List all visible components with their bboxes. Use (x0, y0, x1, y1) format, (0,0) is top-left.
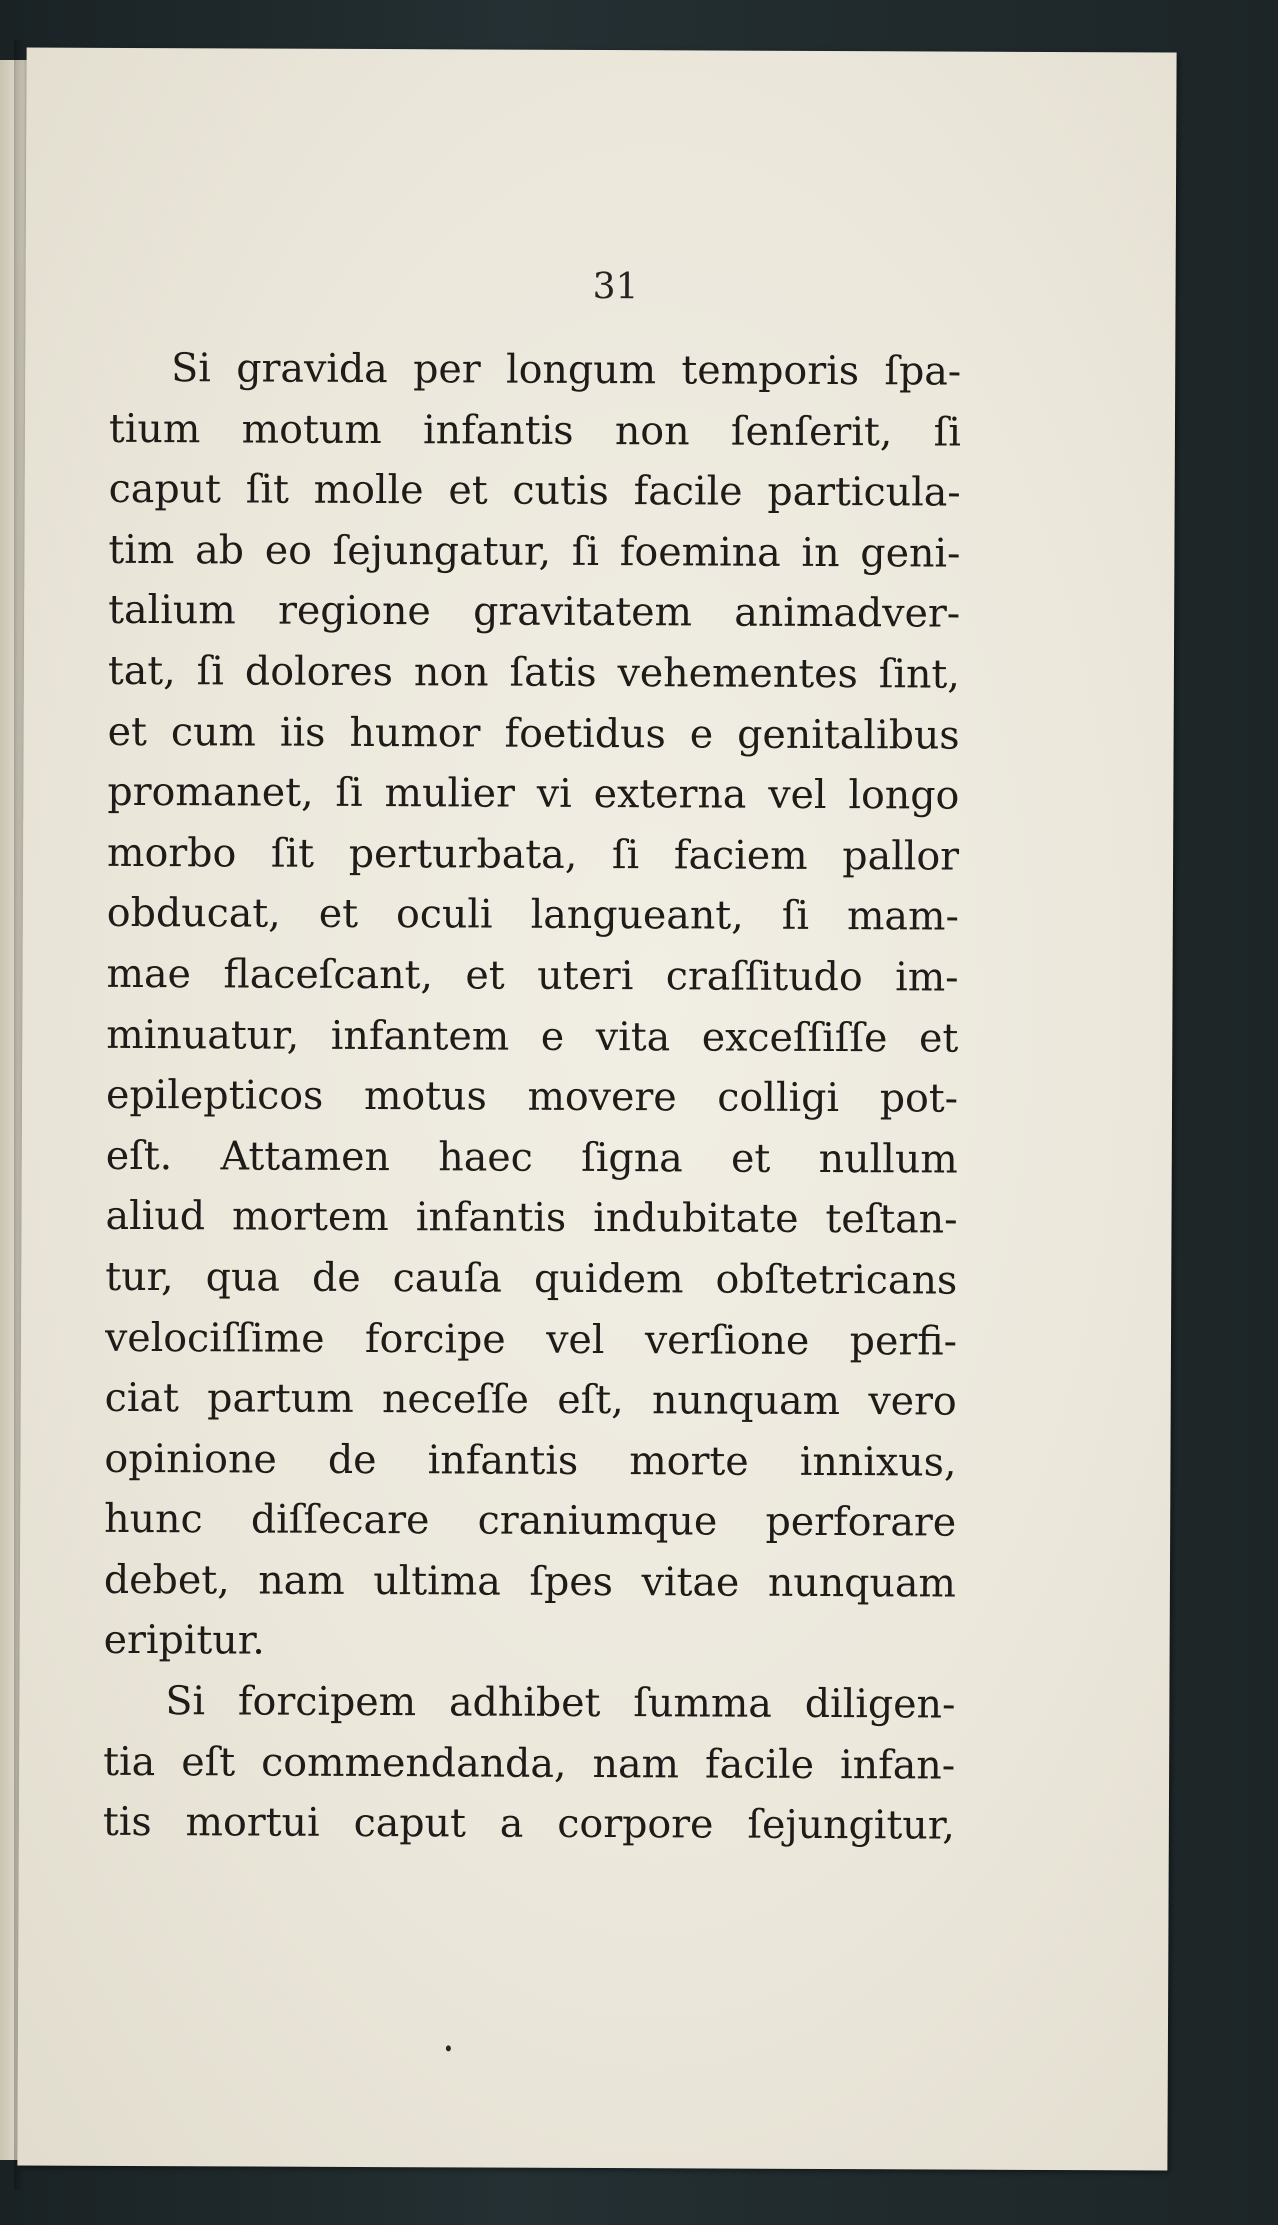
page-number: 31 (592, 265, 639, 308)
text-line: obducat, et oculi langueant, ſi mam- (106, 890, 959, 940)
text-line: promanet, ſi mulier vi externa vel longo (107, 769, 960, 819)
text-line: talium regione gravitatem animadver- (108, 587, 961, 637)
text-line: minuatur, infantem e vita exceſſiſſe et (106, 1011, 959, 1062)
text-line: eſt. Attamen haec ſigna et nullum (105, 1132, 958, 1183)
text-line: tur, qua de cauſa quidem obſtetricans (105, 1253, 958, 1304)
text-line: tium motum infantis non ſenſerit, ſi (108, 405, 962, 456)
text-line: Si gravida per longum temporis ſpa- (171, 345, 962, 395)
text-line: opinione de infantis morte innixus, (104, 1435, 957, 1486)
text-line: velociſſime forcipe vel verſione perfi- (104, 1314, 958, 1365)
text-line: ciat partum neceſſe eſt, nunquam vero (104, 1374, 957, 1425)
book-page (17, 48, 1176, 2171)
text-line: tat, ſi dolores non ſatis vehementes ſint, (107, 647, 960, 698)
text-line: morbo ſit perturbata, ſi faciem pallor (107, 829, 960, 880)
text-line: tis mortui caput a corpore ſejungitur, (102, 1799, 955, 1849)
text-line: tim ab eo ſejungatur, ſi foemina in geni- (108, 526, 961, 577)
body-text (103, 338, 962, 1857)
text-line: tia eſt commendanda, nam facile infan- (103, 1738, 956, 1789)
text-line: et cum iis humor foetidus e genitalibus (107, 708, 960, 759)
text-line: debet, nam ultima ſpes vitae nunquam (103, 1556, 957, 1607)
text-line: Si forcipem adhibet ſumma diligen- (165, 1678, 956, 1728)
text-line: mae flaceſcant, et uteri craſſitudo im- (106, 950, 959, 1001)
ink-speck (446, 2045, 451, 2051)
text-line: eripitur. (103, 1617, 266, 1665)
text-line: epilepticos motus movere colligi pot- (105, 1071, 959, 1122)
text-line: caput ſit molle et cutis facile particula- (108, 466, 961, 516)
text-line: hunc diſſecare craniumque perforare (104, 1496, 957, 1546)
text-line: aliud mortem infantis indubitate teſtan- (105, 1193, 958, 1243)
